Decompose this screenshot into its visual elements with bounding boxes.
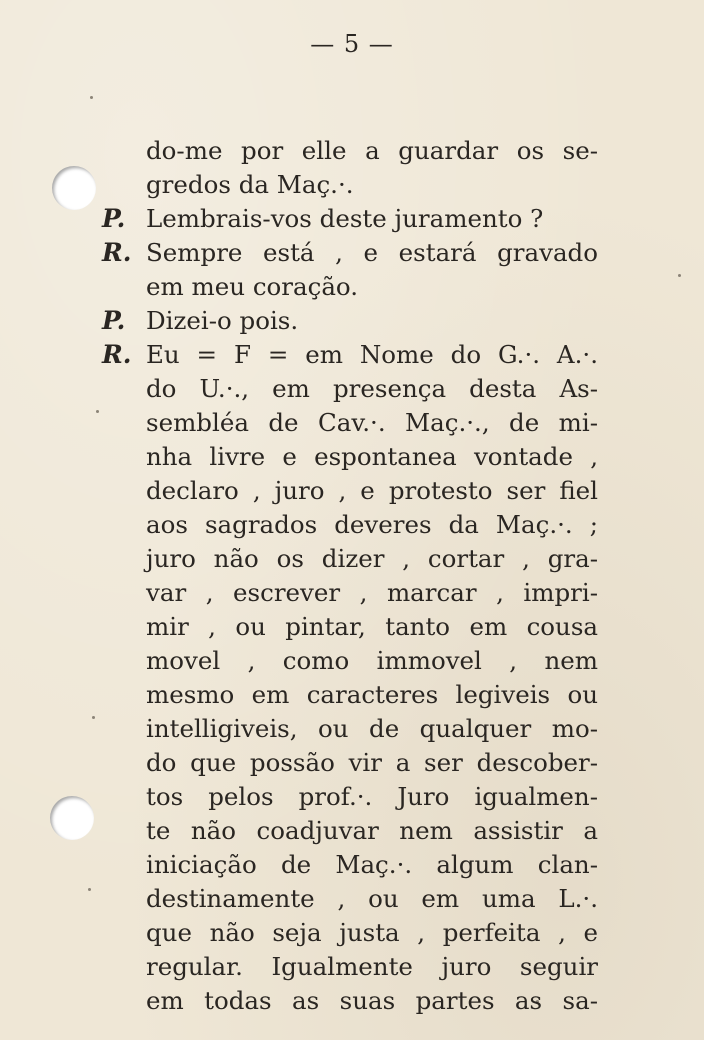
- margin-speck: [90, 96, 93, 99]
- text-line: que não seja justa , perfeita , e: [146, 918, 598, 947]
- speaker-label: P.: [102, 204, 126, 233]
- margin-speck: [96, 410, 99, 413]
- page-number: — 5 —: [310, 30, 394, 58]
- text-line: Lembrais-vos deste juramento ?: [146, 204, 544, 233]
- text-line: te não coadjuvar nem assistir a: [146, 816, 598, 845]
- text-line: em todas as suas partes as sa-: [146, 986, 598, 1015]
- text-line: Eu = F = em Nome do G.·. A.·.: [146, 340, 598, 369]
- text-line: iniciação de Maç.·. algum clan-: [146, 850, 598, 879]
- text-line: mir , ou pintar, tanto em cousa: [146, 612, 598, 641]
- text-line: intelligiveis, ou de qualquer mo-: [146, 714, 598, 743]
- text-line: do U.·., em presença desta As-: [146, 374, 598, 403]
- binding-hole-top: [52, 166, 96, 210]
- text-line: declaro , juro , e protesto ser fiel: [146, 476, 598, 505]
- text-line: regular. Igualmente juro seguir: [146, 952, 598, 981]
- text-line: destinamente , ou em uma L.·.: [146, 884, 598, 913]
- text-line: Dizei-o pois.: [146, 306, 299, 335]
- speaker-label: P.: [102, 306, 126, 335]
- margin-speck: [92, 716, 95, 719]
- text-line: aos sagrados deveres da Maç.·. ;: [146, 510, 598, 539]
- text-line: Sempre está , e estará gravado: [146, 238, 598, 267]
- margin-speck: [678, 274, 681, 277]
- speaker-label: R.: [102, 340, 132, 369]
- binding-hole-bottom: [50, 796, 94, 840]
- text-line: em meu coração.: [146, 272, 359, 301]
- text-line: sembléa de Cav.·. Maç.·., de mi-: [146, 408, 598, 437]
- text-line: do que possão vir a ser descober-: [146, 748, 598, 777]
- text-line: var , escrever , marcar , impri-: [146, 578, 598, 607]
- text-line: tos pelos prof.·. Juro igualmen-: [146, 782, 598, 811]
- text-line: movel , como immovel , nem: [146, 646, 598, 675]
- text-line: gredos da Maç.·.: [146, 170, 354, 199]
- text-line: do-me por elle a guardar os se-: [146, 136, 598, 165]
- speaker-label: R.: [102, 238, 132, 267]
- text-line: nha livre e espontanea vontade ,: [146, 442, 598, 471]
- text-line: juro não os dizer , cortar , gra-: [146, 544, 598, 573]
- margin-speck: [88, 888, 91, 891]
- text-line: mesmo em caracteres legiveis ou: [146, 680, 598, 709]
